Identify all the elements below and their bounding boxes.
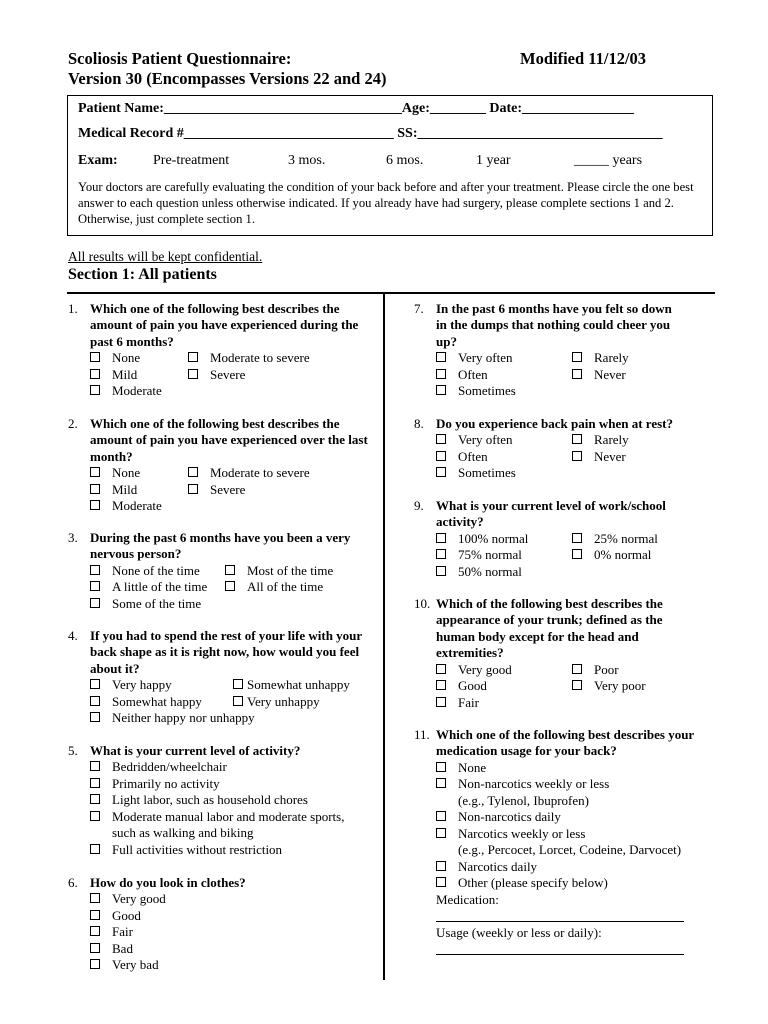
medication-label: Medication: xyxy=(436,891,499,907)
question-number: 10. xyxy=(414,596,431,611)
option[interactable]: None xyxy=(90,350,140,366)
exam-option-pretreatment[interactable]: Pre-treatment xyxy=(153,153,230,168)
checkbox-icon[interactable] xyxy=(436,566,446,576)
checkbox-icon[interactable] xyxy=(436,467,446,477)
checkbox-icon[interactable] xyxy=(90,581,100,591)
option[interactable]: All of the time xyxy=(225,579,323,595)
option[interactable]: Moderate xyxy=(90,383,162,399)
option[interactable]: Full activities without restriction xyxy=(90,842,282,858)
checkbox-icon[interactable] xyxy=(90,696,100,706)
checkbox-icon[interactable] xyxy=(436,385,446,395)
checkbox-icon[interactable] xyxy=(90,565,100,575)
question-text: Which one of the following best describes your medication usage for your back? xyxy=(436,727,694,759)
checkbox-icon[interactable] xyxy=(188,484,198,494)
option[interactable]: A little of the time xyxy=(90,579,207,595)
exam-option-3mos[interactable]: 3 mos. xyxy=(288,153,326,168)
checkbox-icon[interactable] xyxy=(90,385,100,395)
checkbox-icon[interactable] xyxy=(436,778,446,788)
checkbox-icon[interactable] xyxy=(188,352,198,362)
option[interactable]: Often xyxy=(436,449,488,465)
checkbox-icon[interactable] xyxy=(436,697,446,707)
question-text: What is your current level of work/school activity? xyxy=(436,498,666,530)
option[interactable]: Other (please specify below) xyxy=(436,875,608,891)
option[interactable]: Poor xyxy=(572,662,619,678)
question-number: 6. xyxy=(68,875,78,890)
checkbox-icon[interactable] xyxy=(90,959,100,969)
option[interactable]: Never xyxy=(572,449,626,465)
column-divider xyxy=(383,293,385,980)
option[interactable]: Very happy xyxy=(90,677,172,693)
option[interactable]: 75% normal xyxy=(436,547,522,563)
checkbox-icon[interactable] xyxy=(572,549,582,559)
option[interactable]: Often xyxy=(436,367,488,383)
exam-label: Exam: xyxy=(78,153,118,168)
checkbox-icon[interactable] xyxy=(90,761,100,771)
checkbox-icon[interactable] xyxy=(436,434,446,444)
medical-record-ss-line[interactable]: Medical Record #______________________________ SS:___________________________________ xyxy=(78,126,663,141)
question-text: Do you experience back pain when at rest? xyxy=(436,416,674,431)
checkbox-icon[interactable] xyxy=(90,712,100,722)
option[interactable]: Never xyxy=(572,367,626,383)
option-note: (e.g., Percocet, Lorcet, Codeine, Darvocet) xyxy=(458,842,682,858)
option[interactable]: Mild xyxy=(90,367,137,383)
checkbox-icon[interactable] xyxy=(436,877,446,887)
usage-input-line[interactable] xyxy=(436,954,684,955)
checkbox-icon[interactable] xyxy=(90,926,100,936)
checkbox-icon[interactable] xyxy=(90,467,100,477)
checkbox-icon[interactable] xyxy=(572,369,582,379)
option[interactable]: Good xyxy=(436,678,487,694)
question-number: 5. xyxy=(68,743,78,758)
option[interactable]: Most of the time xyxy=(225,563,333,579)
checkbox-icon[interactable] xyxy=(90,679,100,689)
checkbox-icon[interactable] xyxy=(572,352,582,362)
option[interactable]: Mild xyxy=(90,482,137,498)
checkbox-icon[interactable] xyxy=(436,861,446,871)
checkbox-icon[interactable] xyxy=(436,680,446,690)
question-5 xyxy=(68,743,368,859)
option[interactable]: Bedridden/wheelchair xyxy=(90,759,227,775)
exam-option-1year[interactable]: 1 year xyxy=(476,153,511,168)
option[interactable]: Very unhappy xyxy=(233,694,320,710)
option[interactable]: Bad xyxy=(90,941,133,957)
usage-label: Usage (weekly or less or daily): xyxy=(436,924,602,940)
option[interactable]: Moderate to severe xyxy=(188,465,310,481)
option[interactable]: 25% normal xyxy=(572,531,658,547)
question-number: 4. xyxy=(68,628,78,643)
checkbox-icon[interactable] xyxy=(572,680,582,690)
option[interactable]: Moderate xyxy=(90,498,162,514)
question-2 xyxy=(68,416,368,515)
option[interactable]: Fair xyxy=(436,695,479,711)
patient-info-box xyxy=(67,95,713,236)
section-title: Section 1: All patients xyxy=(68,266,217,283)
option[interactable]: Light labor, such as household chores xyxy=(90,792,308,808)
exam-option-years[interactable]: _____ years xyxy=(574,153,643,168)
option[interactable]: Very poor xyxy=(572,678,646,694)
question-number: 3. xyxy=(68,530,78,545)
question-3 xyxy=(68,530,368,613)
option[interactable]: Sometimes xyxy=(436,465,516,481)
option[interactable]: Somewhat unhappy xyxy=(233,677,350,693)
option[interactable]: Somewhat happy xyxy=(90,694,202,710)
option[interactable]: Non-narcotics weekly or less xyxy=(436,776,609,792)
question-number: 11. xyxy=(414,727,430,742)
option[interactable]: Sometimes xyxy=(436,383,516,399)
checkbox-icon[interactable] xyxy=(436,549,446,559)
checkbox-icon[interactable] xyxy=(572,533,582,543)
checkbox-icon[interactable] xyxy=(225,581,235,591)
question-9 xyxy=(414,498,694,581)
option[interactable]: Narcotics daily xyxy=(436,859,537,875)
question-1 xyxy=(68,301,368,400)
question-number: 2. xyxy=(68,416,78,431)
option[interactable]: Severe xyxy=(188,367,245,383)
question-11 xyxy=(414,727,704,960)
checkbox-icon[interactable] xyxy=(572,451,582,461)
checkbox-icon[interactable] xyxy=(188,467,198,477)
checkbox-icon[interactable] xyxy=(225,565,235,575)
option[interactable]: Moderate to severe xyxy=(188,350,310,366)
header-version: Version 30 (Encompasses Versions 22 and 24) xyxy=(68,69,387,88)
checkbox-icon[interactable] xyxy=(90,352,100,362)
checkbox-icon[interactable] xyxy=(233,696,243,706)
checkbox-icon[interactable] xyxy=(90,484,100,494)
header-modified-date: Modified 11/12/03 xyxy=(520,49,647,68)
checkbox-icon[interactable] xyxy=(90,844,100,854)
checkbox-icon[interactable] xyxy=(572,434,582,444)
checkbox-icon[interactable] xyxy=(436,664,446,674)
question-text: Which of the following best describes the appearance of your trunk; defined as the human body except for the head and extremities? xyxy=(436,596,663,661)
question-text: During the past 6 months have you been a very nervous person? xyxy=(90,530,351,562)
checkbox-icon[interactable] xyxy=(572,664,582,674)
checkbox-icon[interactable] xyxy=(436,762,446,772)
question-number: 8. xyxy=(414,416,424,431)
checkbox-icon[interactable] xyxy=(436,828,446,838)
confidential-notice: All results will be kept confidential. xyxy=(68,249,263,264)
header-title: Scoliosis Patient Questionnaire: xyxy=(68,49,292,68)
option[interactable]: Very often xyxy=(436,350,513,366)
question-text: What is your current level of activity? xyxy=(90,743,301,758)
question-text: Which one of the following best describes the amount of pain you have experienced during the past 6 months? xyxy=(90,301,359,349)
option[interactable]: Very good xyxy=(436,662,512,678)
option[interactable]: None xyxy=(436,760,486,776)
checkbox-icon[interactable] xyxy=(436,451,446,461)
question-text: If you had to spend the rest of your life with your back shape as it is right now, how would you feel about it? xyxy=(90,628,362,676)
question-4 xyxy=(68,628,368,727)
option[interactable]: Narcotics weekly or less xyxy=(436,826,585,842)
question-text: Which one of the following best describes the amount of pain you have experienced over the last month? xyxy=(90,416,368,464)
option-note: (e.g., Tylenol, Ibuprofen) xyxy=(458,792,589,808)
option[interactable]: None of the time xyxy=(90,563,200,579)
exam-option-6mos[interactable]: 6 mos. xyxy=(386,153,424,168)
question-10 xyxy=(414,596,694,712)
question-7 xyxy=(414,301,684,400)
checkbox-icon[interactable] xyxy=(188,369,198,379)
patient-name-age-date-line[interactable]: Patient Name:__________________________________Age:________ Date:________________ xyxy=(78,101,635,116)
checkbox-icon[interactable] xyxy=(90,893,100,903)
checkbox-icon[interactable] xyxy=(90,910,100,920)
question-text: How do you look in clothes? xyxy=(90,875,246,890)
option[interactable]: 100% normal xyxy=(436,531,528,547)
option[interactable]: None xyxy=(90,465,140,481)
checkbox-icon[interactable] xyxy=(436,352,446,362)
option[interactable]: Good xyxy=(90,908,141,924)
checkbox-icon[interactable] xyxy=(436,369,446,379)
checkbox-icon[interactable] xyxy=(90,369,100,379)
option-continuation: such as walking and biking xyxy=(112,825,254,841)
question-number: 7. xyxy=(414,301,424,316)
option[interactable]: Very bad xyxy=(90,957,159,973)
checkbox-icon[interactable] xyxy=(90,943,100,953)
question-number: 1. xyxy=(68,301,78,316)
question-text: In the past 6 months have you felt so down in the dumps that nothing could cheer you up? xyxy=(436,301,672,349)
option[interactable]: Very good xyxy=(90,891,166,907)
checkbox-icon[interactable] xyxy=(436,811,446,821)
question-number: 9. xyxy=(414,498,424,513)
option[interactable]: Some of the time xyxy=(90,596,201,612)
checkbox-icon[interactable] xyxy=(90,811,100,821)
option[interactable]: 0% normal xyxy=(572,547,651,563)
checkbox-icon[interactable] xyxy=(90,598,100,608)
option[interactable]: Fair xyxy=(90,924,133,940)
checkbox-icon[interactable] xyxy=(90,778,100,788)
option[interactable]: Non-narcotics daily xyxy=(436,809,561,825)
question-6 xyxy=(68,875,368,976)
option[interactable]: Primarily no activity xyxy=(90,776,220,792)
instructions-text: Your doctors are carefully evaluating the condition of your back before and after your treatment. Please circle the one best answer to each question unless otherwise indicated. If you already have had surgery, please complete sections 1 and 2. Otherwise, just complete section 1. xyxy=(78,180,694,226)
checkbox-icon[interactable] xyxy=(233,679,243,689)
question-8 xyxy=(414,416,704,482)
option[interactable]: Severe xyxy=(188,482,245,498)
checkbox-icon[interactable] xyxy=(90,794,100,804)
option[interactable]: Rarely xyxy=(572,350,629,366)
option[interactable]: Rarely xyxy=(572,432,629,448)
option[interactable]: Very often xyxy=(436,432,513,448)
option[interactable]: 50% normal xyxy=(436,564,522,580)
medication-input-line[interactable] xyxy=(436,921,684,922)
option[interactable]: Moderate manual labor and moderate sports, xyxy=(90,809,344,825)
checkbox-icon[interactable] xyxy=(436,533,446,543)
section-divider xyxy=(67,292,715,294)
checkbox-icon[interactable] xyxy=(90,500,100,510)
option[interactable]: Neither happy nor unhappy xyxy=(90,710,255,726)
